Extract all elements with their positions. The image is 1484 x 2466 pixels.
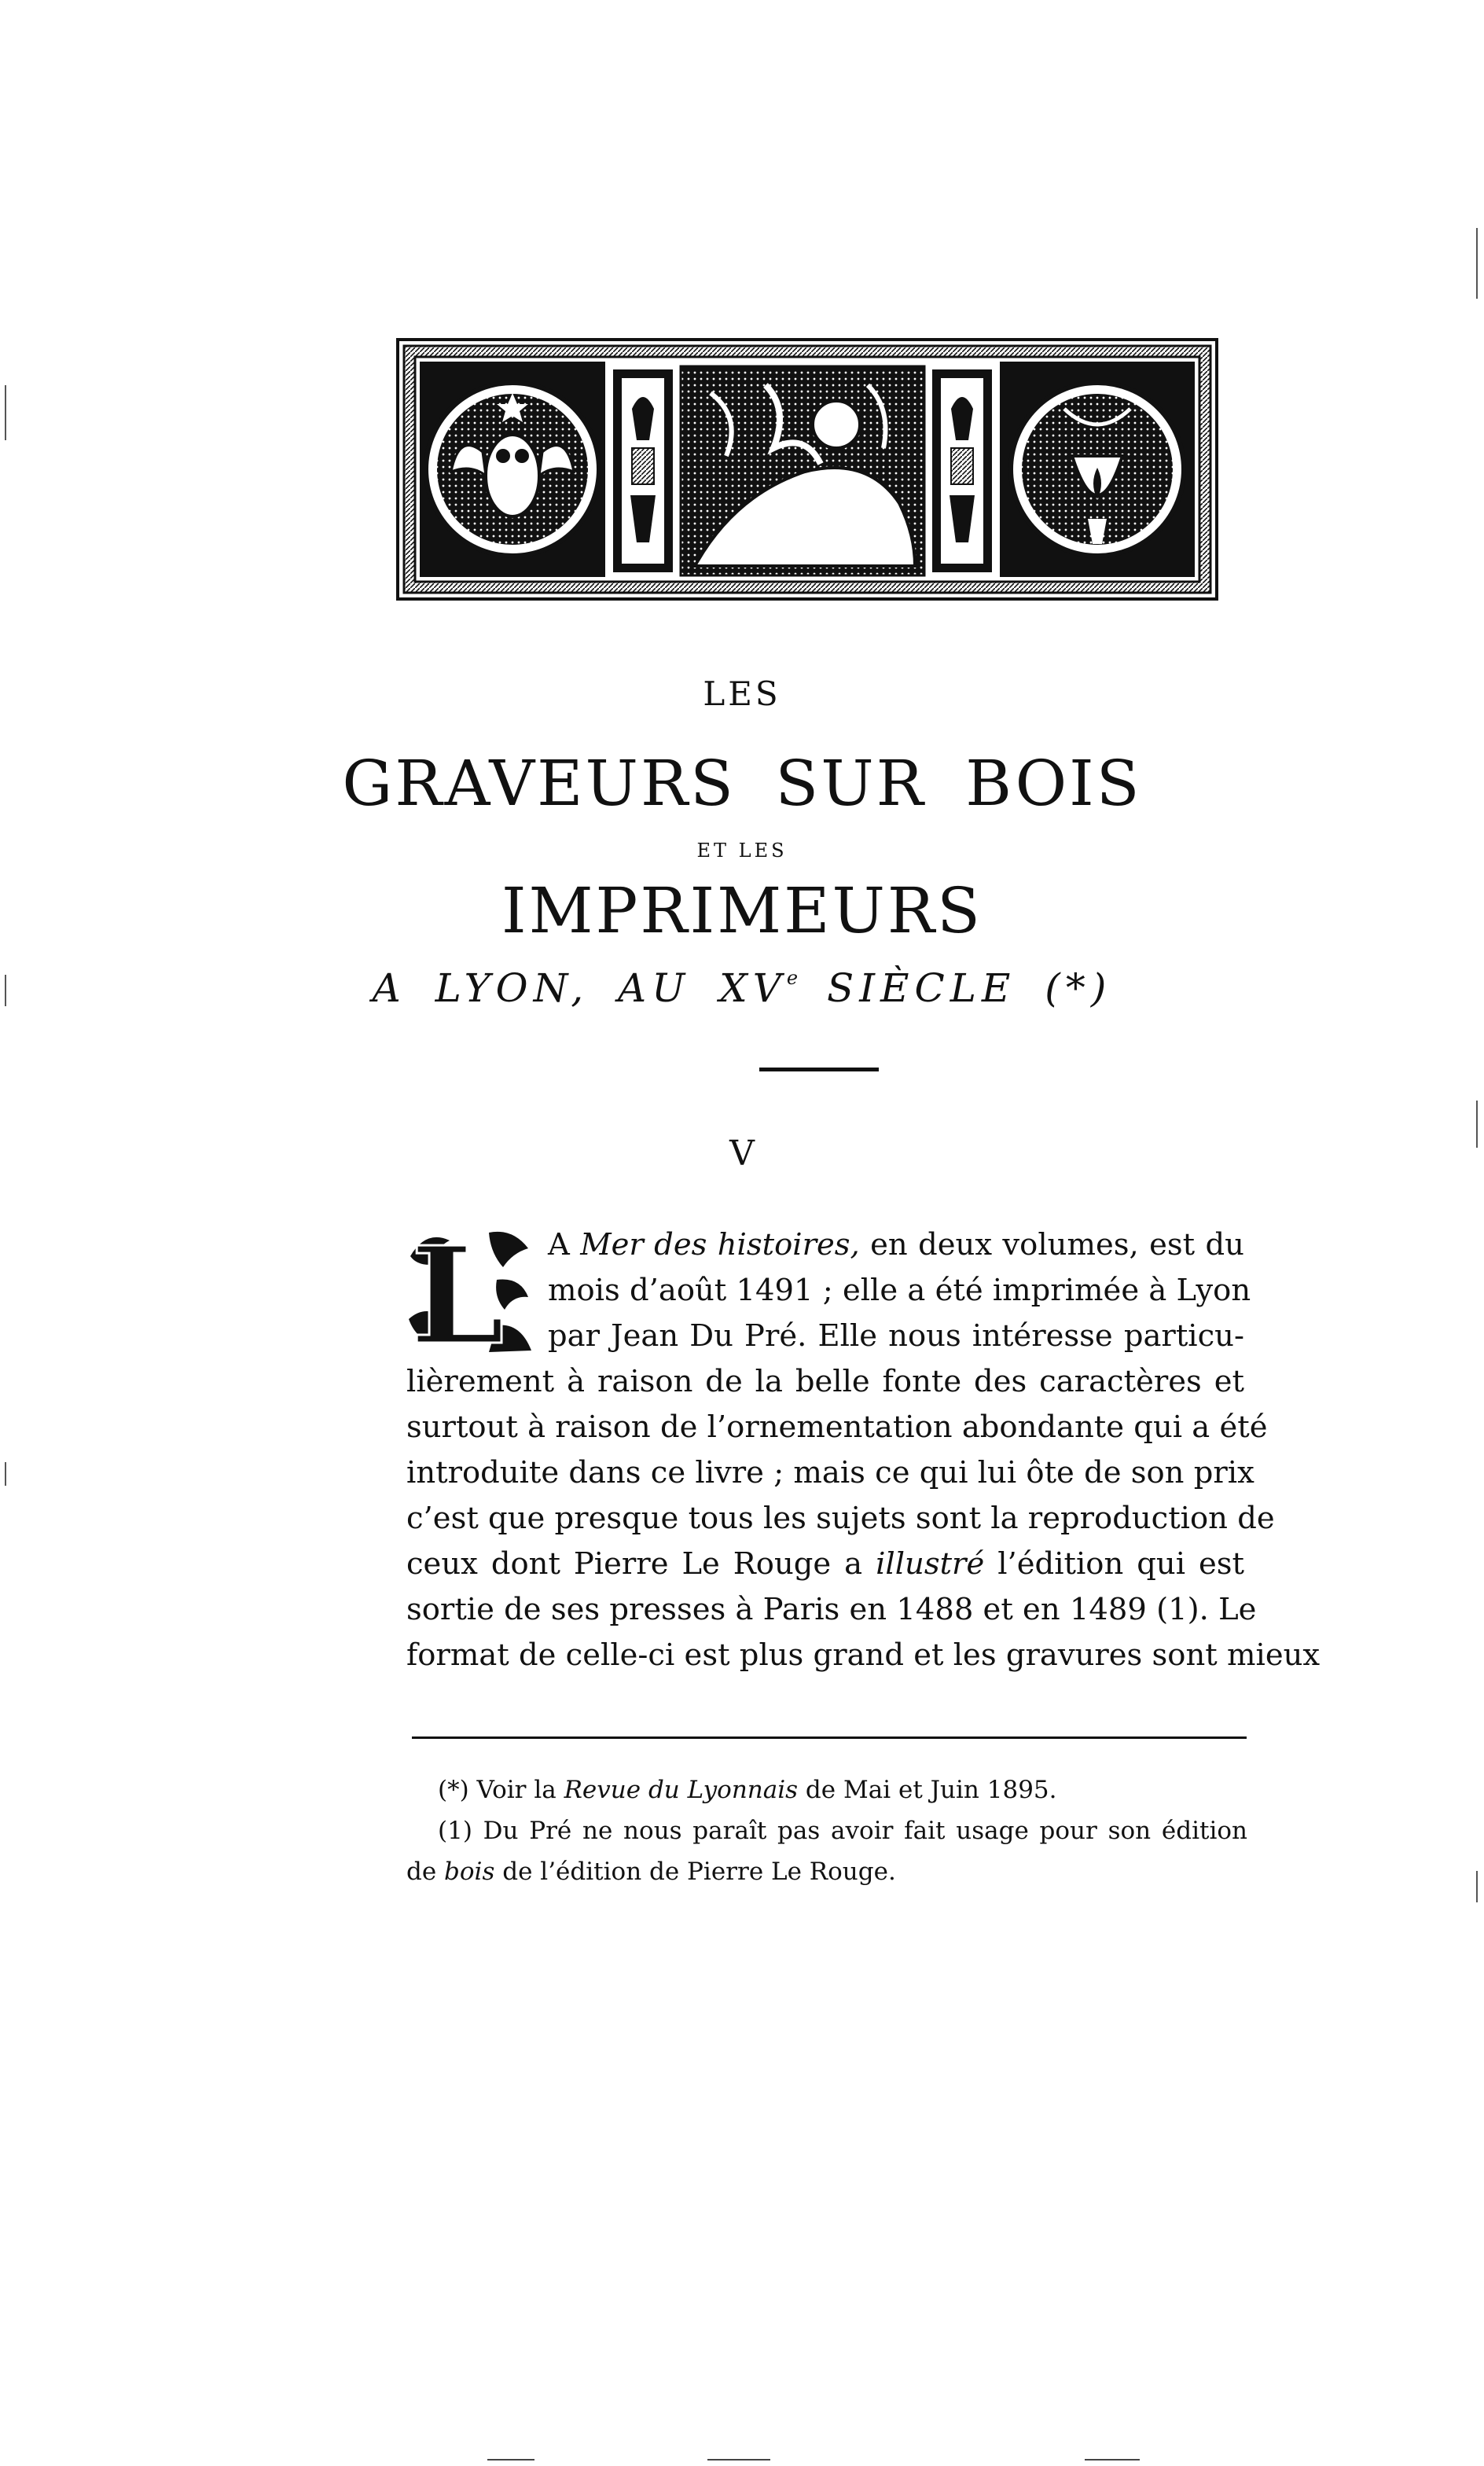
- title-les: LES: [703, 674, 781, 713]
- footnote-1-line-2-a: de: [406, 1858, 445, 1886]
- footnote-1-line-2-b: de l’édition de Pierre Le Rouge.: [494, 1858, 896, 1886]
- body-line-10: format de celle-ci est plus grand et les gravures sont mieux: [406, 1637, 1321, 1673]
- body-line-5: surtout à raison de l’ornementation abondante qui a été: [406, 1409, 1268, 1445]
- italic-bois: bois: [444, 1858, 495, 1886]
- body-line-9: sortie de ses presses à Paris en 1488 et en 1489 (1). Le: [406, 1592, 1257, 1627]
- footnote-star-b: de Mai et Juin 1895.: [798, 1776, 1057, 1804]
- scan-artifact: [5, 1462, 6, 1486]
- subtitle-superscript: e: [786, 967, 799, 989]
- vase-panel-right: [932, 369, 992, 572]
- body-line-6: introduite dans ce livre ; mais ce qui lui ôte de son prix: [406, 1455, 1254, 1490]
- scan-artifact: [487, 2459, 534, 2460]
- chapter-number: V: [729, 1134, 755, 1174]
- footnote-star-a: (*) Voir la: [438, 1776, 564, 1804]
- title-imprimeurs: IMPRIMEURS: [501, 874, 983, 947]
- book-title-mer-des-histoires: Mer des histoires,: [580, 1227, 860, 1262]
- footnote-rule: [412, 1736, 1247, 1739]
- scan-artifact: [1476, 1101, 1478, 1148]
- body-line-7: c’est que presque tous les sujets sont la reproduction de: [406, 1501, 1275, 1536]
- journal-title-revue-du-lyonnais: Revue du Lyonnais: [564, 1776, 799, 1804]
- subtitle-lyon-century: [0, 965, 1484, 1011]
- body-line-2: mois d’août 1491 ; elle a été imprimée à Lyon: [548, 1273, 1251, 1308]
- scan-artifact: [1476, 1871, 1478, 1902]
- reclining-figure-panel: [681, 366, 924, 575]
- body-line-8: [406, 1542, 1244, 1587]
- italic-illustre: illustré: [876, 1546, 985, 1582]
- body-line-8-a: ceux dont Pierre Le Rouge a: [406, 1546, 876, 1582]
- subtitle-part-1: A LYON, AU XV: [372, 965, 787, 1011]
- vase-panel-left: [613, 369, 673, 572]
- scan-artifact: [5, 385, 6, 440]
- owl-medallion: [420, 362, 605, 577]
- title-rule: [759, 1068, 879, 1071]
- dropcap-letter: L: [410, 1225, 505, 1360]
- body-line-1-a: A: [548, 1227, 581, 1262]
- footnote-1-line-1: (1) Du Pré ne nous paraît pas avoir fait usage pour son édition: [438, 1817, 1247, 1845]
- body-line-1: [548, 1222, 1244, 1268]
- ornamental-headpiece: [396, 338, 1218, 601]
- lamp-medallion: [1000, 362, 1195, 577]
- scan-artifact: [1085, 2459, 1140, 2460]
- footnote-star: [438, 1770, 1057, 1810]
- ornamental-dropcap-l: [402, 1225, 538, 1360]
- title-graveurs-sur-bois: GRAVEURS SUR BOIS: [342, 747, 1142, 820]
- body-line-3: par Jean Du Pré. Elle nous intéresse particu-: [548, 1318, 1244, 1354]
- scan-artifact: [707, 2459, 770, 2460]
- title-et-les: ET LES: [696, 840, 788, 862]
- body-line-4: lièrement à raison de la belle fonte des caractères et: [406, 1364, 1244, 1399]
- body-line-1-b: en deux volumes, est du: [859, 1227, 1244, 1262]
- scan-artifact: [1476, 228, 1478, 299]
- subtitle-part-2: SIÈCLE (*): [798, 965, 1112, 1011]
- body-line-8-b: l’édition qui est: [984, 1546, 1244, 1582]
- footnote-1-line-2: [406, 1852, 896, 1891]
- scan-artifact: [5, 975, 6, 1006]
